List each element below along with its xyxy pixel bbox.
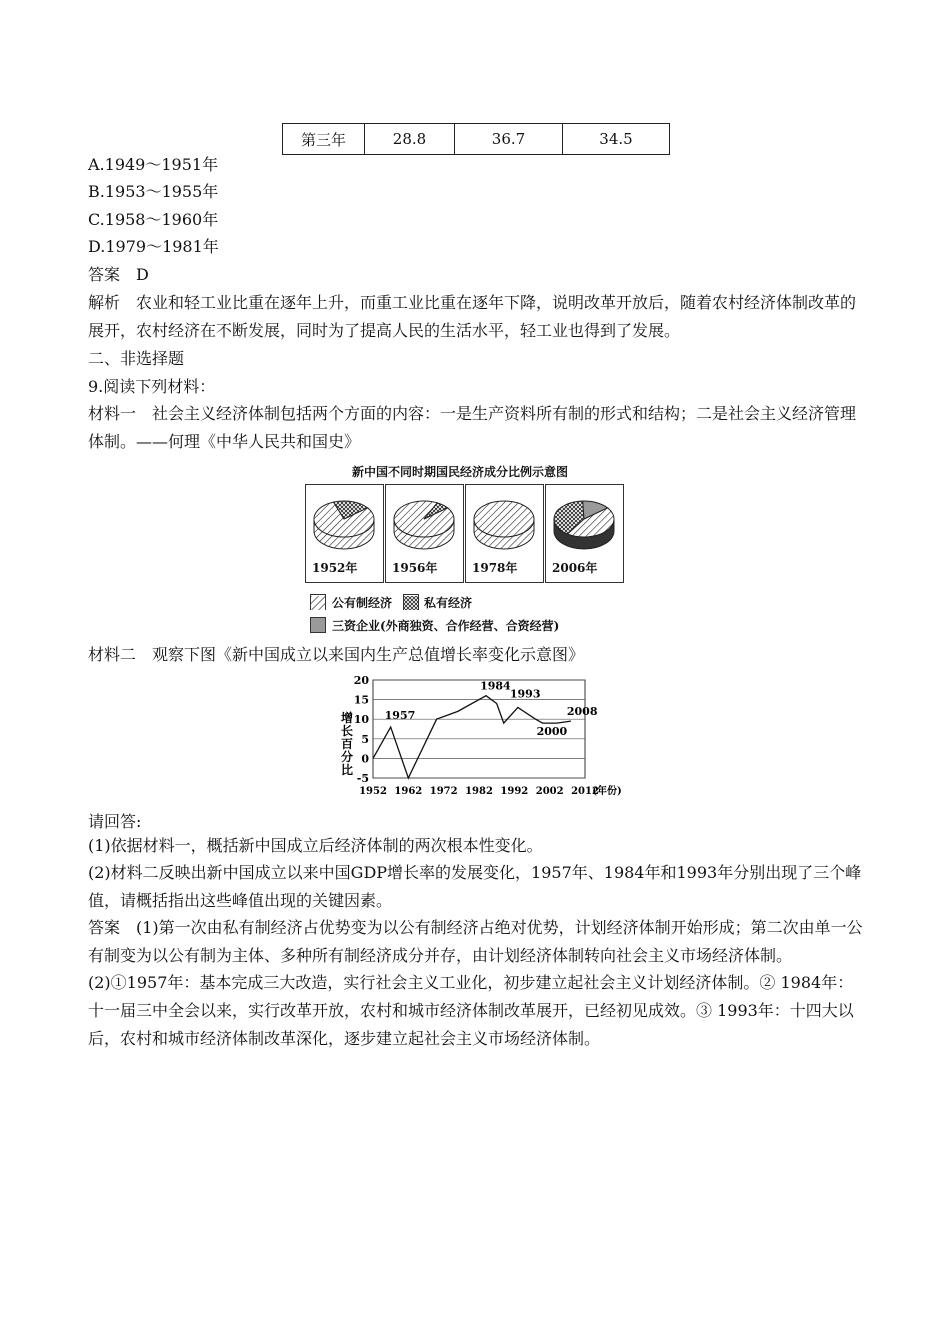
x-tick-label: 2012	[571, 786, 599, 797]
material-2-text: 材料二 观察下图《新中国成立以来国内生产总值增长率变化示意图》	[88, 645, 585, 664]
pie-figure-title: 新中国不同时期国民经济成分比例示意图	[352, 465, 569, 479]
data-table-row	[282, 123, 670, 155]
y-tick-label: 15	[353, 693, 369, 707]
table-cell-value-3: 34.5	[563, 124, 670, 155]
y-tick-label: -5	[356, 772, 369, 785]
pie-chart	[386, 491, 463, 561]
data-annotation: 1993	[509, 687, 541, 701]
answer-2-part-1: 答案 (1)第一次由私有制经济占优势变为以公有制经济占绝对优势，计划经济体制开始形成；第二次由单一公有制变为以公有制为主体、多种所有制经济成分并存，由计划经济体制转向社会主义市场经济体制。	[88, 918, 863, 965]
x-tick-label: 1972	[429, 786, 458, 797]
y-tick-label: 0	[361, 752, 369, 766]
pie-year-label: 1978年	[472, 561, 518, 575]
answer-2-part-2: (2)①1957年：基本完成三大改造，实行社会主义工业化，初步建立起社会主义计划经济体制。② 1984年：十一届三中全会以来，实行改革开放，农村和城市经济体制改革展开，已经初见成效。③ 1993年：十四大以后，农村和城市经济体制改革深化，逐步建立起社会主义市场经济体制。	[88, 973, 854, 1048]
x-tick-label: 1982	[465, 786, 493, 797]
legend-foreign-swatch	[310, 617, 326, 633]
option-b: B.1953～1955年	[88, 182, 219, 201]
question-9: 9.阅读下列材料：	[88, 377, 216, 396]
answer-label: 答案 D	[88, 265, 149, 284]
legend-private-swatch	[403, 594, 419, 610]
option-d: D.1979～1981年	[88, 237, 219, 256]
pie-panel	[385, 484, 464, 583]
pie-chart	[546, 491, 623, 561]
option-a: A.1949～1951年	[88, 155, 219, 174]
pie-chart	[466, 491, 543, 561]
sub-question-2: (2)材料二反映出新中国成立以来中国GDP增长率的发展变化，1957年、1984年和1993年分别出现了三个峰值，请概括指出这些峰值出现的关键因素。	[88, 863, 862, 910]
ask-label: 请回答:	[88, 812, 142, 831]
y-axis-label-char: 比	[340, 763, 354, 777]
gdp-growth-chart	[335, 672, 625, 802]
x-tick-label: 1952	[359, 786, 387, 797]
y-tick-label: 5	[361, 732, 369, 746]
table-row	[283, 124, 670, 155]
pie-year-label: 1956年	[392, 561, 438, 575]
y-tick-label: 20	[353, 674, 369, 687]
pie-slice-public	[474, 501, 534, 537]
x-axis-unit: (年份)	[592, 786, 622, 797]
pie-panel	[465, 484, 544, 583]
legend-public-swatch	[310, 594, 326, 610]
y-axis-label-char: 长	[340, 724, 354, 738]
y-axis-label-char: 增	[340, 711, 354, 725]
pie-year-label: 1952年	[312, 561, 358, 575]
table-cell-value-1: 28.8	[365, 124, 455, 155]
y-tick-label: 10	[353, 713, 369, 727]
sub-question-1: (1)依据材料一，概括新中国成立后经济体制的两次根本性变化。	[88, 836, 543, 855]
y-axis-label-char: 分	[340, 750, 354, 764]
data-annotation: 2008	[566, 705, 598, 719]
section-heading: 二、非选择题	[88, 349, 185, 368]
y-axis-label-char: 百	[340, 737, 354, 751]
pie-panel	[545, 484, 624, 583]
x-tick-label: 1962	[394, 786, 423, 797]
option-c: C.1958～1960年	[88, 210, 219, 229]
pie-year-label: 2006年	[552, 561, 598, 575]
pie-chart	[306, 491, 383, 561]
legend-private-label: 私有经济	[424, 596, 473, 610]
table-cell-value-2: 36.7	[455, 124, 563, 155]
data-annotation: 1984	[480, 679, 511, 693]
analysis-text: 解析 农业和轻工业比重在逐年上升，而重工业比重在逐年下降，说明改革开放后，随着农村经济体制改革的展开，农村经济在不断发展，同时为了提高人民的生活水平，轻工业也得到了发展。	[88, 293, 857, 340]
legend-public-label: 公有制经济	[332, 596, 393, 610]
table-cell-label: 第三年	[283, 124, 365, 155]
pie-panel	[305, 484, 384, 583]
x-tick-label: 1992	[500, 786, 529, 797]
legend-foreign-label: 三资企业(外商独资、合作经营、合资经营)	[332, 619, 560, 633]
data-annotation: 1957	[384, 709, 416, 723]
material-1-text: 材料一 社会主义经济体制包括两个方面的内容：一是生产资料所有制的形式和结构；二是社会主义经济管理体制。——何理《中华人民共和国史》	[88, 404, 857, 451]
x-tick-label: 2002	[535, 786, 564, 797]
data-annotation: 2000	[536, 725, 568, 739]
